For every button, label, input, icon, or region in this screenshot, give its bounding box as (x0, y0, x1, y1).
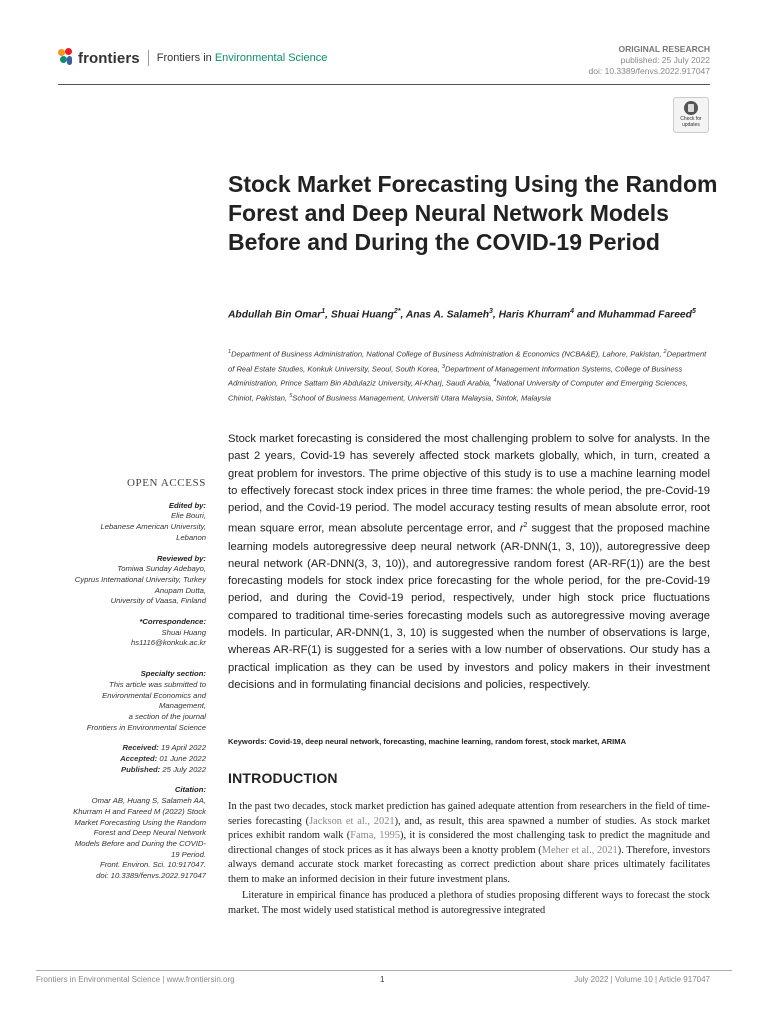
affiliation-text: National University of Computer and Emerging Sciences, Chiniot, Pakistan, (228, 379, 689, 403)
intro-paragraph: Literature in empirical finance has produced a plethora of studies proposing different ways to forecast the stock market. The most widely used statistical method is autoregressive integrated (228, 890, 710, 916)
footer-issue: July 2022 | Volume 10 | Article 917047 (574, 975, 710, 984)
published-date-sidebar: Published: 25 July 2022 (120, 764, 206, 774)
affiliations: $^1$Department of Business Administration, National College of Business Administration & Economics (NCBA&E), Lahore, Pakistan, $^2$Department of Real Estate Studies, Konkuk University, Seoul, South Korea, $^3$Department of Management Information Systems, College of Business Administration, Prince Sattam Bin Abdulaziz University, Al-Kharj, Saudi Arabia, $^4$National University of Computer and Emerging Sciences, Chiniot, Pakistan, $^5$School of Business Management, Universiti Utara Malaysia, Sintok, Malaysia (228, 349, 707, 403)
reviewer-info: Tomiwa Sunday Adebayo, Cyprus International University, Turkey Anupam Dutta, University of Vaasa, Finland (74, 564, 206, 606)
introduction-body (228, 800, 710, 918)
citation-link[interactable]: Fama, 1995 (350, 830, 401, 841)
article-type: ORIGINAL RESEARCH (618, 44, 710, 54)
correspondence-label: *Correspondence: (139, 617, 206, 627)
footer-journal[interactable]: Frontiers in Environmental Science | www.frontiersin.org (36, 975, 235, 984)
author-affiliation-mark: 2* (393, 308, 401, 315)
accepted-date: Accepted: 01 June 2022 (120, 754, 206, 764)
author-affiliation-mark: 5 (691, 308, 696, 315)
specialty-section-label: Specialty section: (140, 669, 206, 679)
affiliation-text: School of Business Management, Universiti Utara Malaysia, Sintok, Malaysia (292, 393, 551, 403)
check-for-updates-button[interactable] (673, 97, 709, 133)
citation-link[interactable]: Meher et al., 2021 (541, 844, 618, 856)
author-affiliation-mark: 3 (488, 308, 493, 315)
affiliation-text: Department of Business Administration, National College of Business Administration & Economics (NCBA&E), Lahore, Pakistan, (231, 349, 664, 359)
author-affiliation-mark: 4 (570, 308, 575, 315)
keywords: Keywords: Covid-19, deep neural network, forecasting, machine learning, random forest, stock market, ARIMA (228, 737, 627, 746)
specialty-info: This article was submitted to Environmental Economics and Management, a section of the journal Frontiers in Environmental Science (86, 679, 206, 732)
author-name[interactable]: Shuai Huang (330, 309, 394, 321)
author-name[interactable]: Anas A. Salameh (405, 309, 489, 321)
article-sidebar (58, 478, 206, 882)
author-name[interactable]: Muhammad Fareed (598, 309, 692, 321)
edited-by-label: Edited by: (168, 500, 206, 510)
received-date: Received: 19 April 2022 (122, 743, 206, 753)
article-meta (589, 44, 710, 77)
journal-name: Frontiers in Environmental Science (156, 52, 328, 64)
article-doi[interactable]: doi: 10.3389/fenvs.2022.917047 (588, 66, 710, 76)
correspondence-info: Shuai Huang hs1116@konkuk.ac.kr (58, 628, 206, 649)
affiliation-text: Department of Real Estate Studies, Konkuk University, Seoul, South Korea, (228, 349, 707, 374)
header-divider (58, 84, 710, 85)
brand-name: frontiers (78, 49, 140, 67)
check-updates-label: Check for updates (680, 116, 702, 128)
page-number: 1 (380, 975, 385, 984)
author-name[interactable]: Abdullah Bin Omar (228, 309, 322, 321)
abstract: Stock market forecasting is considered the most challenging problem to solve for analysts. In the past 2 years, Covid-19 has severely affected stock markets globally, which, in turn, created a great problem for investors. The prime objective of this study is to use a machine learning model to effectively forecast stock index prices in three time frames: the whole period, the pre-Covid-19 period, and the Covid-19 period. The model accuracy testing results of mean absolute error, root mean square error, mean absolute percentage error, and $r^2$ suggest that the proposed machine learning models autoregressive deep neural network (AR-DNN(1, 3, 10)), autoregressive deep neural network (AR-DNN(3, 3, 10)), and autoregressive random forest (AR-RF(1)) are the best forecasting models for stock index price forecasting for the whole period, for the pre-Covid-19 period, and during the Covid-19 period, respectively, under high stock price fluctuations compared to traditional time-series forecasting models such as autoregressive moving average models. In particular, AR-DNN(1, 3, 10) is suggested when the number of observations is large, whereas AR-RF(1) is suggested for a series with a low number of observations. Our study has a practical implication as they can be used by investors and policy makers in their investment decisions and in formulating financial decisions and policies, respectively. (228, 433, 710, 691)
author-name[interactable]: Haris Khurram (498, 309, 571, 321)
brand-divider (148, 50, 149, 66)
published-date: published: 25 July 2022 (620, 55, 710, 65)
bookmark-icon (684, 101, 698, 115)
affiliation-text: Department of Management Information Systems, College of Business Administration, Prince Sattam Bin Abdulaziz University, Al-Kharj, Saudi Arabia, (228, 364, 683, 388)
citation-label: Citation: (174, 785, 206, 795)
correspondence-email[interactable]: hs1116@konkuk.ac.kr (130, 638, 206, 648)
journal-brand[interactable] (58, 46, 327, 70)
article-title: Stock Market Forecasting Using the Random Forest and Deep Neural Network Models Before and During the COVID-19 Period (228, 171, 718, 255)
reviewed-by-label: Reviewed by: (156, 553, 206, 563)
intro-paragraph: In the past two decades, stock market prediction has gained adequate attention from researchers in the field of time-series forecasting (Jackson et al., 2021), and, as result, this area spawned a number of studies. As stock market prices exhibit random walk (Fama, 1995), it is considered the most challenging task to predict the magnitude and directional changes of stock prices as it has always been a knotty problem (Meher et al., 2021). Therefore, investors always demand accurate stock market forecasting as correct prediction about share prices ultimately facilitates them to make an informed decision in their future investment plans. (228, 801, 711, 885)
open-access-label: OPEN ACCESS (126, 477, 206, 489)
editor-info: Elie Bouri, Lebanese American University, Lebanon (100, 511, 206, 542)
frontiers-logo-icon (58, 48, 74, 68)
citation-link[interactable]: Jackson et al., 2021 (309, 815, 395, 827)
citation-info: Omar AB, Huang S, Salameh AA, Khurram H and Fareed M (2022) Stock Market Forecasting Using the Random Forest and Deep Neural Network Models Before and During the COVID- 19 Period. Front. Environ. Sci. 10:917047. doi: 10.3389/fenvs.2022.917047 (73, 796, 206, 881)
author-list: Abdullah Bin Omar$^1$, Shuai Huang$^{2*}$, Anas A. Salameh$^3$, Haris Khurram$^4$ and Muhammad Fareed$^5$ (228, 308, 696, 321)
introduction-heading: INTRODUCTION (228, 770, 338, 786)
author-affiliation-mark: 1 (321, 308, 326, 315)
footer-divider (36, 970, 732, 971)
